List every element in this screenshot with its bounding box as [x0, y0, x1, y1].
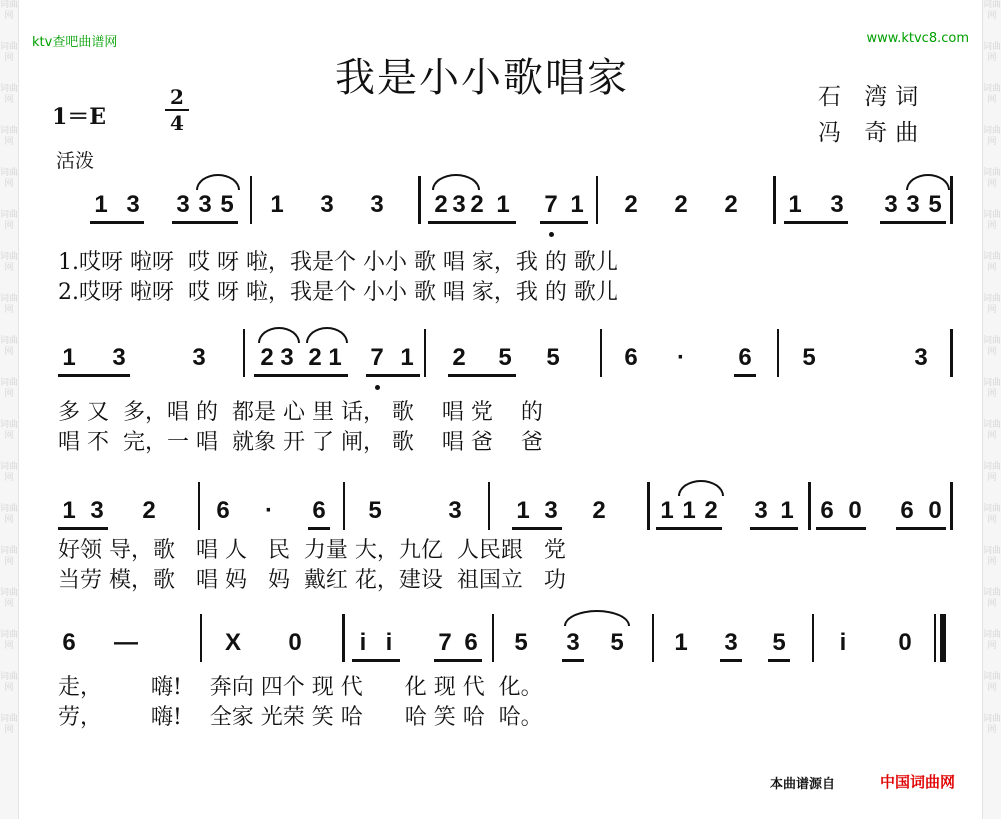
- beam-line: [90, 221, 144, 224]
- beam-line: [784, 221, 848, 224]
- note: 3: [280, 344, 294, 371]
- song-title: 我是小小歌唱家: [335, 55, 629, 101]
- slur-mark: [906, 174, 950, 190]
- barline: [812, 614, 814, 662]
- beam-line: [768, 659, 790, 662]
- note: 5: [928, 191, 942, 218]
- note: 1: [788, 191, 802, 218]
- lyrics-row-2-verse-1: 多 又 多，唱 的 都是 心 里 话， 歌 唱 党 的: [58, 400, 543, 425]
- beam-line: [562, 659, 584, 662]
- beam-line: [448, 374, 516, 377]
- note: 3: [90, 497, 104, 524]
- beam-line: [428, 221, 516, 224]
- note: 3: [566, 629, 580, 656]
- note: 2: [308, 344, 322, 371]
- note: 3: [198, 191, 212, 218]
- note: 1: [328, 344, 342, 371]
- note: 1: [62, 344, 76, 371]
- time-signature: [165, 85, 189, 135]
- beam-line: [750, 527, 798, 530]
- note: 3: [192, 344, 206, 371]
- time-signature-bottom: 4: [170, 111, 184, 135]
- beam-line: [880, 221, 946, 224]
- site-url-right[interactable]: www.ktvc8.com: [866, 31, 969, 46]
- time-signature-top: 2: [165, 85, 189, 111]
- barline: [777, 329, 779, 377]
- note: 3: [452, 191, 466, 218]
- note: 1: [780, 497, 794, 524]
- note: 2: [470, 191, 484, 218]
- note: ·: [265, 497, 273, 524]
- note: 0: [288, 629, 302, 656]
- beam-line: [308, 527, 330, 530]
- note: 3: [370, 191, 384, 218]
- left-watermark-strip: 词曲网 词曲网 词曲网 词曲网 词曲网 词曲网 词曲网 词曲网 词曲网 词曲网 词曲网 词曲网 词曲网 词曲网 词曲网 词曲网 词曲网 词曲网: [0, 0, 19, 819]
- note: 2: [434, 191, 448, 218]
- beam-line: [58, 527, 108, 530]
- note: 1: [674, 629, 688, 656]
- beam-line: [254, 374, 348, 377]
- note: 5: [546, 344, 560, 371]
- beam-line: [172, 221, 238, 224]
- barline: [342, 614, 345, 662]
- barline: [652, 614, 654, 662]
- barline: [198, 482, 200, 530]
- note: 3: [754, 497, 768, 524]
- note: 6: [820, 497, 834, 524]
- beam-line: [58, 374, 130, 377]
- note: 1: [570, 191, 584, 218]
- note: 2: [704, 497, 718, 524]
- barline: [600, 329, 602, 377]
- note: 2: [592, 497, 606, 524]
- lyricist-credit: 石 湾词: [818, 84, 927, 110]
- barline: [596, 176, 598, 224]
- note: 3: [884, 191, 898, 218]
- note: 1: [660, 497, 674, 524]
- note: 6: [624, 344, 638, 371]
- barline: [250, 176, 252, 224]
- lyrics-row-3-verse-1: 好领 导，歌 唱 人 民 力量 大，九亿 人民跟 党: [58, 538, 566, 563]
- note: 1: [516, 497, 530, 524]
- site-name-left[interactable]: ktv查吧曲谱网: [32, 35, 118, 50]
- beam-line: [512, 527, 562, 530]
- lyrics-row-2-verse-2: 唱 不 完，一 唱 就象 开 了 闸， 歌 唱 爸 爸: [58, 430, 543, 455]
- low-octave-dot: [375, 385, 380, 390]
- note: 3: [126, 191, 140, 218]
- note: 2: [260, 344, 274, 371]
- slur-mark: [678, 480, 724, 496]
- barline: [488, 482, 490, 530]
- note: 6: [312, 497, 326, 524]
- note: 5: [772, 629, 786, 656]
- barline: [773, 176, 776, 224]
- lyrics-row-1-verse-2: 2.哎呀 啦呀 哎 呀 啦，我是个 小小 歌 唱 家，我 的 歌儿: [58, 280, 618, 305]
- note: i: [385, 629, 393, 656]
- note: 1: [94, 191, 108, 218]
- barline: [418, 176, 421, 224]
- barline: [950, 176, 953, 224]
- note: —: [114, 629, 138, 656]
- lyrics-row-4-verse-1: 走， 嗨! 奔向 四个 现 代 化 现 代 化。: [58, 675, 543, 700]
- beam-line: [816, 527, 866, 530]
- final-barline-thick: [940, 614, 946, 662]
- note: 2: [724, 191, 738, 218]
- note: 0: [928, 497, 942, 524]
- note: 2: [674, 191, 688, 218]
- source-site-link[interactable]: 中国词曲网: [880, 773, 956, 791]
- beam-line: [434, 659, 482, 662]
- slur-mark: [258, 327, 300, 343]
- note: 0: [848, 497, 862, 524]
- tempo-marking: 活泼: [56, 150, 95, 172]
- note: 6: [900, 497, 914, 524]
- lyrics-row-4-verse-2: 劳， 嗨! 全家 光荣 笑 哈 哈 笑 哈 哈。: [58, 705, 543, 730]
- notation-row-1: [0, 190, 1001, 250]
- beam-line: [366, 374, 420, 377]
- slur-mark: [564, 610, 630, 626]
- note: 2: [624, 191, 638, 218]
- slur-mark: [432, 174, 480, 190]
- final-barline-thin: [934, 614, 936, 662]
- barline: [343, 482, 345, 530]
- beam-line: [896, 527, 946, 530]
- source-label: 本曲谱源自: [770, 777, 836, 792]
- note: 1: [496, 191, 510, 218]
- note: 5: [368, 497, 382, 524]
- note: ·: [677, 344, 685, 371]
- note: 6: [464, 629, 478, 656]
- beam-line: [720, 659, 742, 662]
- slur-mark: [306, 327, 348, 343]
- note: 3: [724, 629, 738, 656]
- note: 2: [452, 344, 466, 371]
- note: 5: [220, 191, 234, 218]
- note: 5: [498, 344, 512, 371]
- note: 7: [544, 191, 558, 218]
- lyrics-row-3-verse-2: 当劳 模，歌 唱 妈 妈 戴红 花，建设 祖国立 功: [58, 568, 566, 593]
- note: 3: [320, 191, 334, 218]
- note: 5: [802, 344, 816, 371]
- note: 3: [176, 191, 190, 218]
- note: 1: [270, 191, 284, 218]
- note: 6: [216, 497, 230, 524]
- barline: [950, 482, 953, 530]
- note: 6: [62, 629, 76, 656]
- note: 3: [112, 344, 126, 371]
- note: X: [224, 629, 241, 656]
- note: 0: [898, 629, 912, 656]
- note: 5: [610, 629, 624, 656]
- notation-row-2: [0, 343, 1001, 403]
- note: 6: [738, 344, 752, 371]
- slur-mark: [196, 174, 240, 190]
- note: 2: [142, 497, 156, 524]
- note: 3: [448, 497, 462, 524]
- note: 7: [370, 344, 384, 371]
- note: 3: [830, 191, 844, 218]
- composer-credit: 冯 奇曲: [818, 120, 927, 146]
- beam-line: [734, 374, 756, 377]
- note: 3: [906, 191, 920, 218]
- barline: [492, 614, 494, 662]
- barline: [200, 614, 202, 662]
- barline: [243, 329, 245, 377]
- beam-line: [352, 659, 400, 662]
- beam-line: [540, 221, 588, 224]
- barline: [647, 482, 650, 530]
- low-octave-dot: [549, 232, 554, 237]
- right-watermark-strip: 词曲网 词曲网 词曲网 词曲网 词曲网 词曲网 词曲网 词曲网 词曲网 词曲网 词曲网 词曲网 词曲网 词曲网 词曲网 词曲网 词曲网 词曲网: [982, 0, 1001, 819]
- note: i: [359, 629, 367, 656]
- beam-line: [656, 527, 722, 530]
- barline: [950, 329, 953, 377]
- note: 1: [682, 497, 696, 524]
- note: 5: [514, 629, 528, 656]
- note: 1: [62, 497, 76, 524]
- lyrics-row-1-verse-1: 1.哎呀 啦呀 哎 呀 啦，我是个 小小 歌 唱 家，我 的 歌儿: [58, 250, 618, 275]
- note: 3: [544, 497, 558, 524]
- note: 1: [400, 344, 414, 371]
- barline: [808, 482, 811, 530]
- note: i: [839, 629, 847, 656]
- note: 7: [438, 629, 452, 656]
- barline: [424, 329, 426, 377]
- key-signature: 1＝E: [52, 104, 107, 130]
- note: 3: [914, 344, 928, 371]
